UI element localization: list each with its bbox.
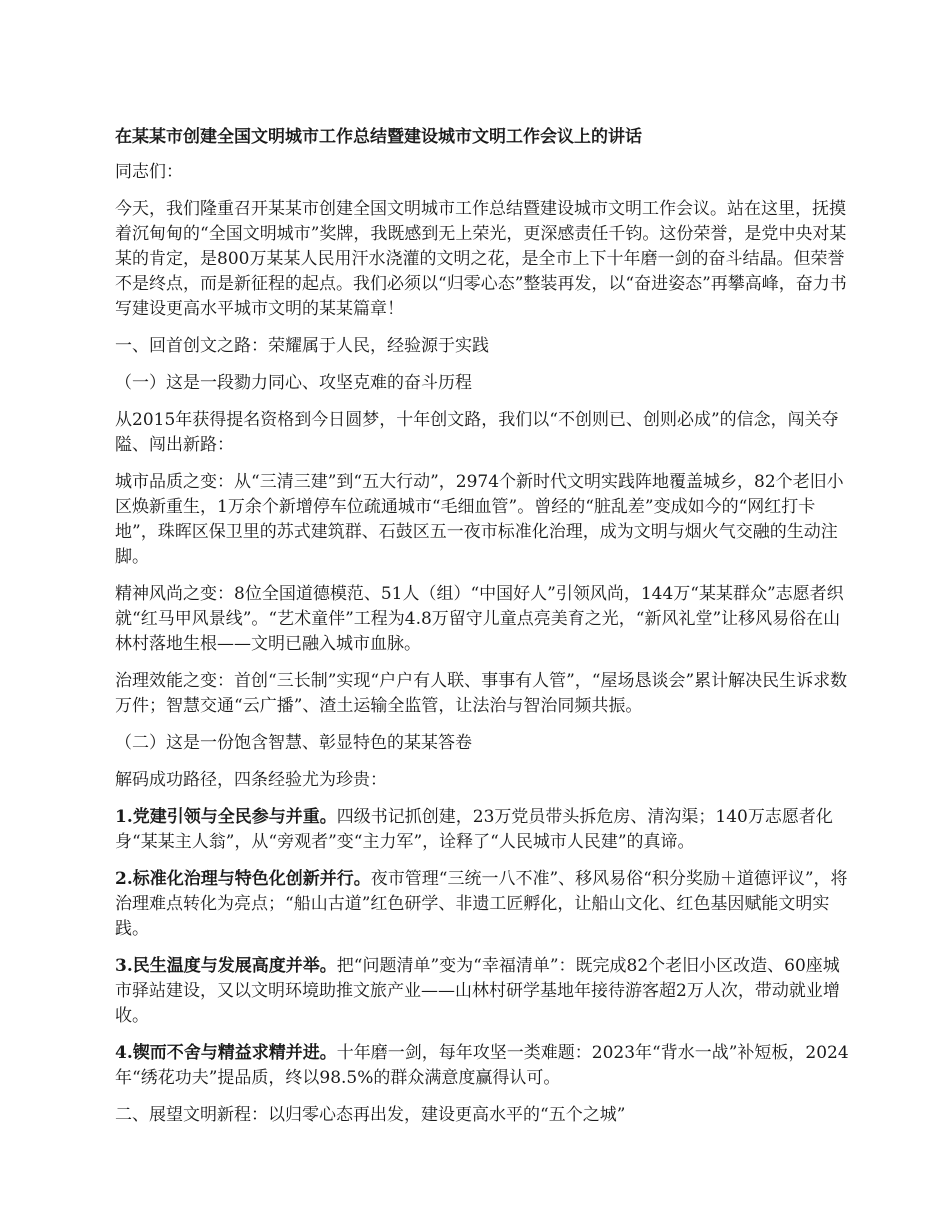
intro-paragraph: 今天，我们隆重召开某某市创建全国文明城市工作总结暨建设城市文明工作会议。站在这里，抚摸着沉甸甸的“全国文明城市”奖牌，我既感到无上荣光，更深感责任千钧。这份荣誉，是党中央对某某的肯定，是800万某某人民用汗水浇灌的文明之花，是全市上下十年磨一剑的奋斗结晶。但荣誉不是终点，而是新征程的起点。我们必须以“归零心态”整装再发，以“奋进姿态”再攀高峰，奋力书写建设更高水平城市文明的某某篇章！ bbox=[115, 199, 847, 319]
experience-3-text: 把“问题清单”变为“幸福清单”：既完成82个老旧小区改造、60座城市驿站建设，又以文明环境助推文旅产业——山林村研学基地年接待游客超2万人次，带动就业增收。 bbox=[115, 956, 840, 1026]
section-heading-2: 二、展望文明新程：以归零心态再出发，建设更高水平的“五个之城” bbox=[115, 1105, 626, 1125]
document-page bbox=[115, 125, 855, 1140]
experience-1-heading: 1.党建引领与全民参与并重。 bbox=[115, 807, 337, 827]
greeting: 同志们： bbox=[115, 162, 183, 182]
experience-4-heading: 4.锲而不舍与精益求精并进。 bbox=[115, 1043, 337, 1063]
subsection-heading-1: （一）这是一段勠力同心、攻坚克难的奋斗历程 bbox=[115, 373, 472, 393]
decode-paragraph: 解码成功路径，四条经验尤为珍贵： bbox=[115, 770, 387, 790]
experience-3-heading: 3.民生温度与发展高度并举。 bbox=[115, 956, 337, 976]
experience-2-heading: 2.标准化治理与特色化创新并行。 bbox=[115, 869, 371, 889]
city-quality-paragraph: 城市品质之变：从“三清三建”到“五大行动”，2974个新时代文明实践阵地覆盖城乡，82个老旧小区焕新重生，1万余个新增停车位疏通城市“毛细血管”。曾经的“脏乱差”变成如今的“网红打卡地”，珠晖区保卫里的苏式建筑群、石鼓区五一夜市标准化治理，成为文明与烟火气交融的生动注脚。 bbox=[115, 472, 844, 567]
document-title: 在某某市创建全国文明城市工作总结暨建设城市文明工作会议上的讲话 bbox=[115, 127, 642, 147]
experience-3 bbox=[115, 954, 855, 1029]
experience-4-text: 十年磨一剑，每年攻坚一类难题：2023年“背水一战”补短板，2024年“绣花功夫”提品质，终以98.5%的群众满意度赢得认可。 bbox=[115, 1043, 849, 1088]
experience-1 bbox=[115, 805, 855, 855]
experience-4 bbox=[115, 1041, 855, 1091]
journey-paragraph: 从2015年获得提名资格到今日圆梦，十年创文路，我们以“不创则已、创则必成”的信念，闯关夺隘、闯出新路： bbox=[115, 410, 839, 455]
governance-paragraph: 治理效能之变：首创“三长制”实现“户户有人联、事事有人管”，“屋场恳谈会”累计解决民生诉求数万件；智慧交通“云广播”、渣土运输全监管，让法治与智治同频共振。 bbox=[115, 671, 848, 716]
section-heading-1: 一、回首创文之路：荣耀属于人民，经验源于实践 bbox=[115, 336, 489, 356]
subsection-heading-2: （二）这是一份饱含智慧、彰显特色的某某答卷 bbox=[115, 733, 472, 753]
spirit-paragraph: 精神风尚之变：8位全国道德模范、51人（组）“中国好人”引领风尚，144万“某某群众”志愿者织就“红马甲风景线”。“艺术童伴”工程为4.8万留守儿童点亮美育之光，“新风礼堂”让移风易俗在山林村落地生根——文明已融入城市血脉。 bbox=[115, 584, 844, 654]
experience-2-text: 夜市管理“三统一八不准”、移风易俗“积分奖励＋道德评议”，将治理难点转化为亮点；“船山古道”红色研学、非遗工匠孵化，让船山文化、红色基因赋能文明实践。 bbox=[115, 869, 848, 939]
experience-2 bbox=[115, 867, 855, 942]
experience-1-text: 四级书记抓创建，23万党员带头拆危房、清沟渠；140万志愿者化身“某某主人翁”，从“旁观者”变“主力军”，诠释了“人民城市人民建”的真谛。 bbox=[115, 807, 833, 852]
